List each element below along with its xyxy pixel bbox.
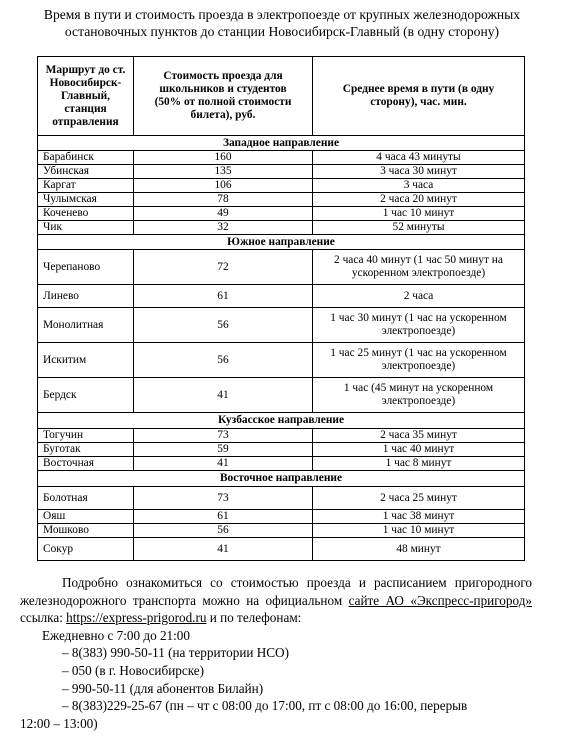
table-row: [38, 250, 525, 285]
header-time: Среднее время в пути (в одну сторону), час. мин.: [313, 57, 525, 136]
price-cell: 56: [134, 308, 313, 343]
info-paragraph: [20, 574, 532, 627]
table-row: [38, 308, 525, 343]
price-cell: 41: [134, 538, 313, 561]
price-cell: 41: [134, 457, 313, 471]
table-row: [38, 443, 525, 457]
table-row: [38, 165, 525, 179]
time-cell: 3 часа: [313, 179, 525, 193]
time-cell: 4 часа 43 минуты: [313, 151, 525, 165]
table-row: [38, 179, 525, 193]
title-line-2: остановочных пунктов до станции Новосибирск-Главный (в одну сторону): [64, 24, 500, 39]
station-cell: Болотная: [38, 487, 134, 510]
station-cell: Буготак: [38, 443, 134, 457]
table-row: [38, 207, 525, 221]
table-row: [38, 193, 525, 207]
table-row: [38, 524, 525, 538]
table-row: [38, 429, 525, 443]
station-cell: Сокур: [38, 538, 134, 561]
price-cell: 49: [134, 207, 313, 221]
section-header-row: [38, 413, 525, 429]
table-row: [38, 487, 525, 510]
header-route: Маршрут до ст. Новосибирск-Главный, станция отправления: [38, 57, 134, 136]
price-cell: 73: [134, 487, 313, 510]
price-cell: 72: [134, 250, 313, 285]
section-title: Западное направление: [38, 136, 525, 151]
time-cell: 1 час (45 минут на ускоренном электропоезде): [313, 378, 525, 413]
station-cell: Бердск: [38, 378, 134, 413]
price-cell: 78: [134, 193, 313, 207]
section-header-row: [38, 471, 525, 487]
break-end-line: 12:00 – 13:00): [20, 715, 98, 731]
time-cell: 2 часа 35 минут: [313, 429, 525, 443]
info-intro: Подробно ознакомиться со стоимостью проезда и расписанием пригородного железнодорожного транспорта можно на официальном: [20, 575, 532, 608]
url-link[interactable]: https://express-prigorod.ru: [66, 610, 207, 626]
time-cell: 1 час 10 минут: [313, 524, 525, 538]
phone-line: – 990-50-11 (для абонентов Билайн): [62, 680, 264, 696]
section-title: Восточное направление: [38, 471, 525, 487]
section-header-row: [38, 136, 525, 151]
price-cell: 32: [134, 221, 313, 235]
table-row: [38, 378, 525, 413]
price-cell: 106: [134, 179, 313, 193]
link-label: ссылка:: [20, 610, 63, 626]
table-row: [38, 538, 525, 561]
price-cell: 56: [134, 343, 313, 378]
station-cell: Убинская: [38, 165, 134, 179]
table-row: [38, 151, 525, 165]
info-block: [20, 574, 532, 732]
time-cell: 2 часа 20 минут: [313, 193, 525, 207]
fare-table-body: [38, 136, 525, 561]
station-cell: Черепаново: [38, 250, 134, 285]
time-cell: 1 час 25 минут (1 час на ускоренном электропоезде): [313, 343, 525, 378]
station-cell: Барабинск: [38, 151, 134, 165]
section-title: Кузбасское направление: [38, 413, 525, 429]
table-row: [38, 343, 525, 378]
table-header-row: [38, 57, 525, 136]
time-cell: 1 час 40 минут: [313, 443, 525, 457]
time-cell: 52 минуты: [313, 221, 525, 235]
price-cell: 73: [134, 429, 313, 443]
station-cell: Чик: [38, 221, 134, 235]
title-line-1: Время в пути и стоимость проезда в электропоезде от крупных железнодорожных: [43, 7, 521, 22]
section-title: Южное направление: [38, 235, 525, 250]
phones-suffix: и по телефонам:: [209, 610, 302, 626]
schedule-line: Ежедневно с 7:00 до 21:00: [42, 627, 190, 643]
time-cell: 1 час 10 минут: [313, 207, 525, 221]
station-cell: Монолитная: [38, 308, 134, 343]
section-header-row: [38, 235, 525, 250]
table-row: [38, 510, 525, 524]
time-cell: 2 часа 25 минут: [313, 487, 525, 510]
price-cell: 61: [134, 510, 313, 524]
time-cell: 2 часа: [313, 285, 525, 308]
phone-line: – 8(383) 990-50-11 (на территории НСО): [62, 645, 289, 661]
phone-line: – 050 (в г. Новосибирске): [62, 662, 205, 678]
price-cell: 135: [134, 165, 313, 179]
station-cell: Тогучин: [38, 429, 134, 443]
time-cell: 1 час 38 минут: [313, 510, 525, 524]
station-cell: Коченево: [38, 207, 134, 221]
time-cell: 2 часа 40 минут (1 час 50 минут на ускоренном электропоезде): [313, 250, 525, 285]
time-cell: 3 часа 30 минут: [313, 165, 525, 179]
price-cell: 160: [134, 151, 313, 165]
station-cell: Чулымская: [38, 193, 134, 207]
station-cell: Мошково: [38, 524, 134, 538]
header-price: Стоимость проезда для школьников и студентов (50% от полной стоимости билета), руб.: [134, 57, 313, 136]
price-cell: 41: [134, 378, 313, 413]
station-cell: Ояш: [38, 510, 134, 524]
station-cell: Искитим: [38, 343, 134, 378]
time-cell: 1 час 8 минут: [313, 457, 525, 471]
time-cell: 1 час 30 минут (1 час на ускоренном электропоезде): [313, 308, 525, 343]
table-row: [38, 457, 525, 471]
table-row: [38, 221, 525, 235]
phone-line: – 8(383)229-25-67 (пн – чт с 08:00 до 17:00, пт с 08:00 до 16:00, перерыв: [62, 698, 468, 714]
price-cell: 59: [134, 443, 313, 457]
station-cell: Каргат: [38, 179, 134, 193]
price-cell: 56: [134, 524, 313, 538]
site-link[interactable]: сайте АО «Экспресс-пригород»: [348, 592, 533, 608]
fare-table: [37, 56, 525, 561]
time-cell: 48 минут: [313, 538, 525, 561]
station-cell: Линево: [38, 285, 134, 308]
document-title: [0, 6, 564, 40]
price-cell: 61: [134, 285, 313, 308]
station-cell: Восточная: [38, 457, 134, 471]
table-row: [38, 285, 525, 308]
